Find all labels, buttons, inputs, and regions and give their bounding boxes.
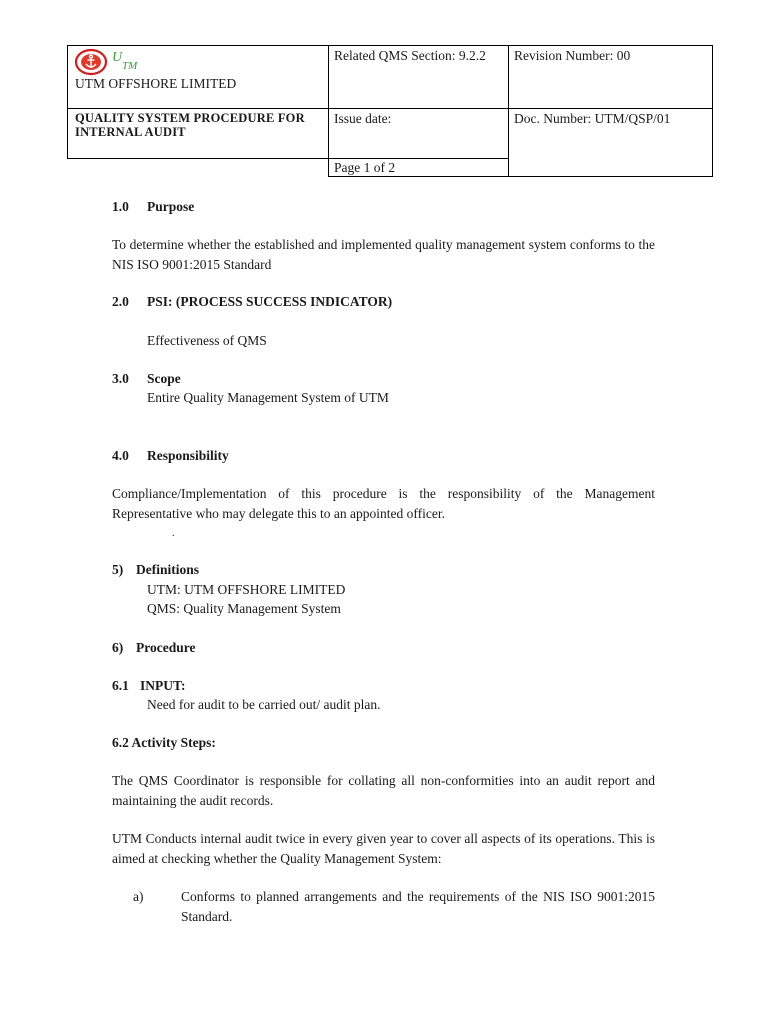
activity-paragraph-1: The QMS Coordinator is responsible for collating all non-conformities into an audit report and maintaining the audit records. — [112, 773, 655, 808]
section-number: 3.0 — [112, 371, 129, 386]
logo-text-u: U — [112, 50, 123, 65]
section-heading-psi — [112, 294, 392, 310]
section-title: Procedure — [136, 640, 196, 655]
page-number: Page 1 of 2 — [334, 160, 396, 175]
activity-paragraph-2: UTM Conducts internal audit twice in every given year to cover all aspects of its operations. This is aimed at checking whether the Quality Management System: — [112, 831, 655, 866]
section-heading-input — [112, 678, 186, 694]
section-heading-responsibility — [112, 448, 229, 464]
section-heading-procedure — [112, 640, 195, 656]
list-item — [133, 887, 655, 927]
definition-item: QMS: Quality Management System — [147, 601, 341, 616]
scope-text: Entire Quality Management System of UTM — [147, 390, 389, 405]
section-heading-definitions — [112, 562, 199, 578]
section-heading-activity-steps: 6.2 Activity Steps: — [112, 735, 216, 750]
company-name: UTM OFFSHORE LIMITED — [75, 76, 237, 91]
section-heading-scope — [112, 371, 181, 387]
section-heading-purpose — [112, 199, 194, 215]
input-text: Need for audit to be carried out/ audit plan. — [147, 697, 381, 712]
section-title: Definitions — [136, 562, 200, 577]
doc-number: Doc. Number: UTM/QSP/01 — [514, 111, 671, 126]
section-number: 4.0 — [112, 448, 129, 463]
definition-item: UTM: UTM OFFSHORE LIMITED — [147, 582, 346, 597]
responsibility-paragraph: Compliance/Implementation of this procedure is the responsibility of the Management Representative who may delegate this to an appointed officer. — [112, 486, 655, 521]
section-number: 1.0 — [112, 199, 129, 214]
section-title: PSI: (PROCESS SUCCESS INDICATOR) — [147, 294, 393, 309]
section-number: 6) — [112, 640, 124, 655]
utm-logo — [74, 47, 160, 77]
stray-mark: . — [172, 528, 175, 539]
issue-date: Issue date: — [334, 111, 392, 126]
related-qms-section: Related QMS Section: 9.2.2 — [334, 48, 486, 63]
section-title: Scope — [147, 371, 181, 386]
section-title: Responsibility — [147, 448, 229, 463]
section-title: INPUT: — [140, 678, 186, 693]
procedure-title-line1: QUALITY SYSTEM PROCEDURE FOR — [75, 111, 305, 125]
revision-number: Revision Number: 00 — [514, 48, 631, 63]
psi-text: Effectiveness of QMS — [147, 333, 267, 348]
purpose-paragraph: To determine whether the established and implemented quality management system conforms to the NIS ISO 9001:2015 Standard — [112, 237, 655, 272]
section-title: Purpose — [147, 199, 195, 214]
section-number: 6.1 — [112, 678, 129, 693]
list-marker: a) — [133, 889, 144, 904]
section-number: 2.0 — [112, 294, 129, 309]
section-number: 5) — [112, 562, 124, 577]
logo-text-tm: TM — [122, 60, 138, 72]
procedure-title-line2: INTERNAL AUDIT — [75, 125, 186, 139]
list-item-text: Conforms to planned arrangements and the requirements of the NIS ISO 9001:2015 Standard. — [181, 889, 655, 924]
